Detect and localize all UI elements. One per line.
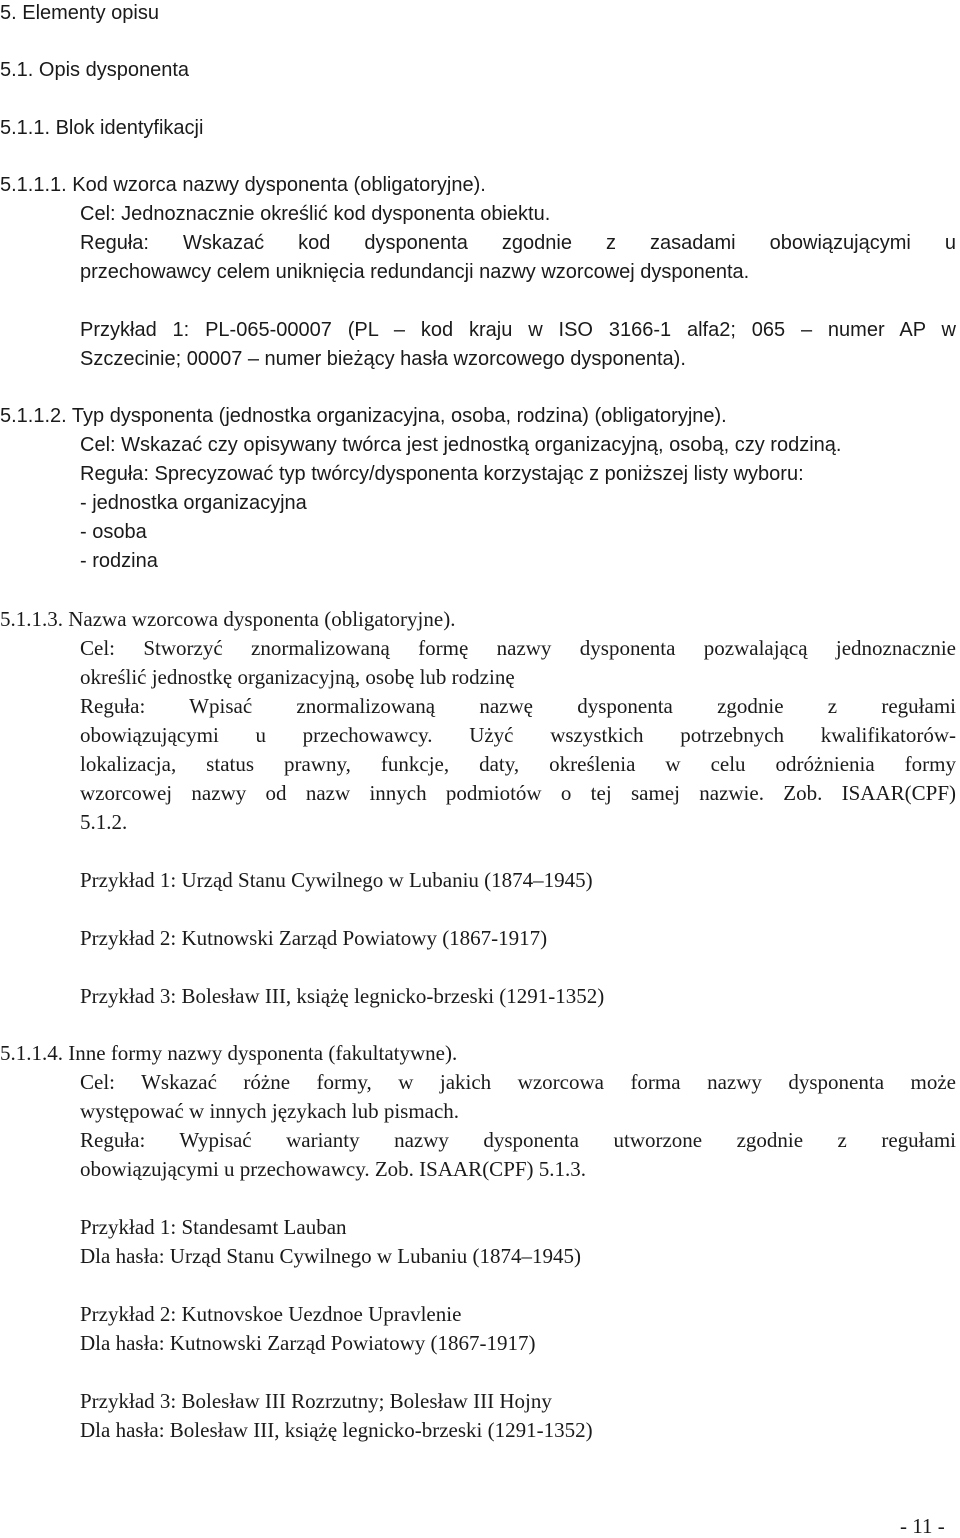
section-3-title: 5.1.1.3. Nazwa wzorcowa dysponenta (obligatoryjne). — [0, 607, 456, 631]
section-3-goal-line-2: określić jednostkę organizacyjną, osobę lub rodzinę — [80, 665, 515, 689]
section-3-example-3: Przykład 3: Bolesław III, książę legnicko-brzeski (1291-1352) — [80, 984, 605, 1008]
section-1-rule-line-2: przechowawcy celem uniknięcia redundancji nazwy wzorcowej dysponenta. — [80, 261, 750, 283]
section-3-rule-line-3: lokalizacja, status prawny, funkcje, daty, określenia w celu odróżnienia formy — [80, 752, 956, 776]
section-4-example-2-heading: Dla hasła: Kutnowski Zarząd Powiatowy (1867-1917) — [80, 1331, 536, 1355]
section-2-goal: Cel: Wskazać czy opisywany twórca jest jednostką organizacyjną, osobą, czy rodziną. — [80, 434, 842, 456]
section-4-rule-line-2: obowiązującymi u przechowawcy. Zob. ISAAR(CPF) 5.1.3. — [80, 1157, 587, 1181]
section-4-goal-line-2: występować w innych językach lub pismach. — [80, 1099, 460, 1123]
section-4-example-1: Przykład 1: Standesamt Lauban — [80, 1215, 347, 1239]
section-1-example-line-2: Szczecinie; 00007 – numer bieżący hasła wzorcowego dysponenta). — [80, 348, 686, 370]
section-4-example-1-heading: Dla hasła: Urząd Stanu Cywilnego w Lubaniu (1874–1945) — [80, 1244, 581, 1268]
section-2-option: - jednostka organizacyjna — [80, 492, 307, 514]
section-1-example-line-1: Przykład 1: PL-065-00007 (PL – kod kraju w ISO 3166-1 alfa2; 065 – numer AP w — [80, 319, 956, 341]
section-3-example-1: Przykład 1: Urząd Stanu Cywilnego w Lubaniu (1874–1945) — [80, 868, 593, 892]
page-number: - 11 - — [900, 1514, 945, 1538]
section-4-example-2: Przykład 2: Kutnovskoe Uezdnoe Upravlenie — [80, 1302, 462, 1326]
section-1-title: 5.1.1.1. Kod wzorca nazwy dysponenta (obligatoryjne). — [0, 174, 486, 196]
section-2-option: - osoba — [80, 521, 147, 543]
section-2-rule: Reguła: Sprecyzować typ twórcy/dysponenta korzystając z poniższej listy wyboru: — [80, 463, 804, 485]
heading-level-2: 5.1. Opis dysponenta — [0, 59, 190, 81]
section-2-option: - rodzina — [80, 550, 158, 572]
section-3-rule-line-4: wzorcowej nazwy od nazw innych podmiotów o tej samej nazwie. Zob. ISAAR(CPF) — [80, 781, 956, 805]
section-3-example-2: Przykład 2: Kutnowski Zarząd Powiatowy (1867-1917) — [80, 926, 548, 950]
section-4-title: 5.1.1.4. Inne formy nazwy dysponenta (fakultatywne). — [0, 1041, 458, 1065]
section-4-goal-line-1: Cel: Wskazać różne formy, w jakich wzorcowa forma nazwy dysponenta może — [80, 1070, 956, 1094]
section-3-rule-line-2: obowiązującymi u przechowawcy. Użyć wszystkich potrzebnych kwalifikatorów- — [80, 723, 956, 747]
section-2-title: 5.1.1.2. Typ dysponenta (jednostka organizacyjna, osoba, rodzina) (obligatoryjne). — [0, 405, 727, 427]
section-1-rule-line-1: Reguła: Wskazać kod dysponenta zgodnie z zasadami obowiązującymi u — [80, 232, 956, 254]
section-1-goal: Cel: Jednoznacznie określić kod dysponenta obiektu. — [80, 203, 551, 225]
heading-level-1: 5. Elementy opisu — [0, 2, 159, 24]
section-4-rule-line-1: Reguła: Wypisać warianty nazwy dysponenta utworzone zgodnie z regułami — [80, 1128, 956, 1152]
section-4-example-3: Przykład 3: Bolesław III Rozrzutny; Bolesław III Hojny — [80, 1389, 552, 1413]
section-3-goal-line-1: Cel: Stworzyć znormalizowaną formę nazwy dysponenta pozwalającą jednoznacznie — [80, 636, 956, 660]
section-4-example-3-heading: Dla hasła: Bolesław III, książę legnicko-brzeski (1291-1352) — [80, 1418, 593, 1442]
section-3-rule-line-1: Reguła: Wpisać znormalizowaną nazwę dysponenta zgodnie z regułami — [80, 694, 956, 718]
heading-level-3: 5.1.1. Blok identyfikacji — [0, 117, 204, 139]
section-3-rule-line-5: 5.1.2. — [80, 810, 128, 834]
